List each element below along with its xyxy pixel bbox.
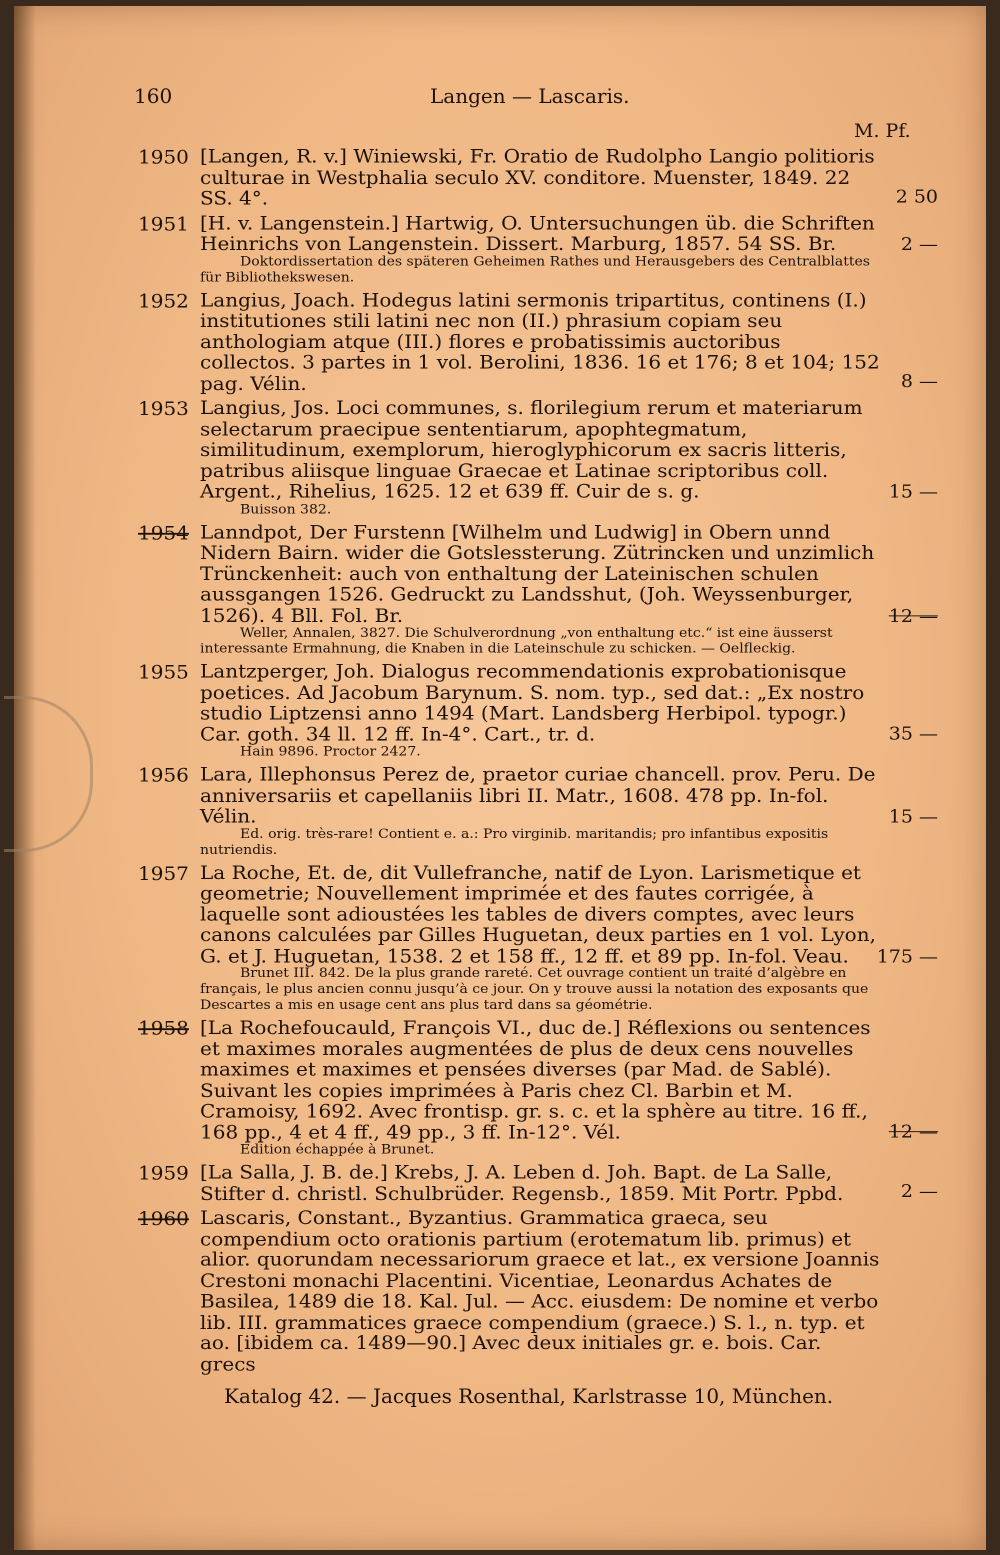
entry-number: 1951 [138, 212, 189, 235]
catalog-entry [138, 146, 938, 209]
entry-note: Buisson 382. [240, 501, 332, 517]
entry-text: Lanndpot, Der Furstenn [Wilhelm und Ludwig] in Obern unnd Nidern Bairn. wider die Gotslessterung. Zütrincken und unzimlich Trünckenheit: auch von enthaltung der Lateinischen schulen aussgangen 1526. Gedruckt zu Landsshut, (Joh. Weyssenburger, 1526). 4 Bll. Fol. Br. [200, 520, 875, 627]
entry-note: Weller, Annalen, 3827. Die Schulverordnung „von enthaltung etc.“ ist eine äusserst interessante Ermahnung, die Knaben in die Lateinschule zu schicken. — Oelfleckig. [200, 625, 833, 657]
entry-price: 15 — [888, 481, 938, 503]
catalog-entries [138, 146, 938, 1378]
price-column-header: M. Pf. [854, 120, 911, 142]
entry-price: 35 — [888, 723, 938, 745]
entry-price: 2 50 [895, 186, 938, 207]
entry-note: Ed. orig. très-rare! Contient e. a.: Pro virginib. maritandis; pro infantibus expositis nutriendis. [200, 826, 829, 858]
entry-number: 1959 [138, 1161, 189, 1185]
entry-text: Lascaris, Constant., Byzantius. Grammatica graeca, seu compendium octo orationis partium (erotematum lib. primus) et alior. quorundam necessariorum graece et lat., ex versione Joannis Crestoni monachi Placentini. Vicentiae, Leonardus Achates de Basilea, 1489 die 18. Kal. Jul. — Acc. eiusdem: De nomine et verbo lib. III. grammatices graece compendium (graece.) S. l., n. typ. et ao. [ibidem ca. 1489—90.] Avec deux initiales gr. e. bois. Car. grecs [200, 1206, 880, 1375]
entry-number: 1960 [138, 1207, 189, 1230]
entry-text: La Roche, Et. de, dit Vullefranche, natif de Lyon. Larismetique et geometrie; Nouvellement imprimée et des fautes corrigée, à laquelle sont adioustées les tables de divers comptes, avec leurs canons calculées par Gilles Huguetan, deux parties en 1 vol. Lyon, G. et J. Huguetan, 1538. 2 et 158 ff., 12 ff. et 89 pp. In-fol. Veau. [200, 860, 876, 967]
catalog-entry [138, 397, 938, 517]
catalog-entry [138, 521, 938, 657]
entry-number: 1956 [138, 763, 189, 787]
entry-price: 175 — [876, 946, 938, 967]
entry-price: 15 — [888, 806, 938, 827]
entry-price: 12 — [888, 1121, 938, 1143]
entry-number: 1952 [138, 289, 189, 312]
entry-number: 1958 [138, 1017, 189, 1040]
catalog-entry [138, 1017, 938, 1158]
catalog-page [14, 6, 986, 1550]
entry-text: Lara, Illephonsus Perez de, praetor curiae chancell. prov. Peru. De anniversariis et capellaniis libri II. Matr., 1608. 478 pp. In-fol. Vélin. [200, 762, 876, 827]
entry-price: 12 — [888, 605, 938, 627]
page-title: Langen — Lascaris. [430, 84, 630, 108]
catalog-entry [138, 764, 938, 858]
catalog-entry [138, 661, 938, 760]
entry-number: 1955 [138, 660, 189, 684]
catalog-entry [138, 289, 938, 393]
entry-number: 1953 [138, 397, 189, 420]
entry-text: [La Rochefoucauld, François VI., duc de.] Réflexions ou sentences et maximes morales augmentées de plus de deux cens nouvelles maximes et maximes et pensées diverses (par Mad. de Sablé). Suivant les copies imprimées à Paris chez Cl. Barbin et M. Cramoisy, 1692. Avec frontisp. gr. s. c. et la sphère au titre. 16 ff., 168 pp., 4 et 4 ff., 49 pp., 3 ff. In-12°. Vél. [200, 1016, 871, 1143]
page-footer: Katalog 42. — Jacques Rosenthal, Karlstrasse 10, München. [224, 1384, 834, 1408]
entry-text: Langius, Jos. Loci communes, s. florilegium rerum et materiarum selectarum praecipue sententiarum, apophtegmatum, similitudinum, exemplorum, hieroglyphicorum ex sacris litteris, patribus aliisque linguae Graecae et Latinae scriptoribus coll. Argent., Rihelius, 1625. 12 et 639 ff. Cuir de s. g. [200, 396, 863, 503]
entry-text: [H. v. Langenstein.] Hartwig, O. Untersuchungen üb. die Schriften Heinrichs von Langenstein. Dissert. Marburg, 1857. 54 SS. Br. [200, 211, 875, 255]
catalog-entry [138, 1162, 938, 1204]
entry-note: Brunet III. 842. De la plus grande rareté. Cet ouvrage contient un traité d’algèbre en français, le plus ancien connu jusqu’à ce jour. On y trouve aussi la notation des exposants que Descartes a mis en usage cent ans plus tard dans sa géométrie. [200, 966, 869, 1013]
entry-number: 1957 [138, 861, 189, 884]
paper-clip [4, 696, 93, 852]
entry-note: Edition échappée à Brunet. [240, 1142, 435, 1158]
entry-price: 8 — [900, 371, 938, 392]
catalog-entry [138, 862, 938, 1014]
entry-price: 2 — [900, 233, 938, 255]
entry-text: Lantzperger, Joh. Dialogus recommendationis exprobationisque poetices. Ad Jacobum Barynum. S. nom. typ., sed dat.: „Ex nostro studio Liptzensi anno 1494 (Mart. Landsberg Herbipol. typogr.) Car. goth. 34 ll. 12 ff. In-4°. Cart., tr. d. [200, 659, 865, 745]
entry-number: 1954 [138, 521, 189, 544]
page-header [134, 84, 934, 118]
entry-text: Langius, Joach. Hodegus latini sermonis tripartitus, continens (I.) institutiones stili latini nec non (II.) phrasium copiam seu anthologiam atque (III.) flores e probatissimis auctoribus collectos. 3 partes in 1 vol. Berolini, 1836. 16 et 176; 8 et 104; 152 pag. Vélin. [200, 288, 880, 395]
entry-note: Doktordissertation des späteren Geheimen Rathes und Herausgebers des Centralblattes für Bibliothekswesen. [200, 254, 870, 285]
entry-note: Hain 9896. Proctor 2427. [240, 744, 421, 760]
entry-number: 1950 [138, 146, 189, 169]
catalog-entry [138, 212, 938, 285]
page-number: 160 [134, 84, 173, 108]
catalog-entry [138, 1207, 938, 1374]
entry-text: [La Salla, J. B. de.] Krebs, J. A. Leben d. Joh. Bapt. de La Salle, Stifter d. christl. Schulbrüder. Regensb., 1859. Mit Portr. Ppbd. [200, 1160, 844, 1205]
entry-text: [Langen, R. v.] Winiewski, Fr. Oratio de Rudolpho Langio politioris culturae in Westphalia seculo XV. conditore. Muenster, 1849. 22 SS. 4°. [200, 145, 875, 210]
entry-price: 2 — [900, 1181, 938, 1202]
